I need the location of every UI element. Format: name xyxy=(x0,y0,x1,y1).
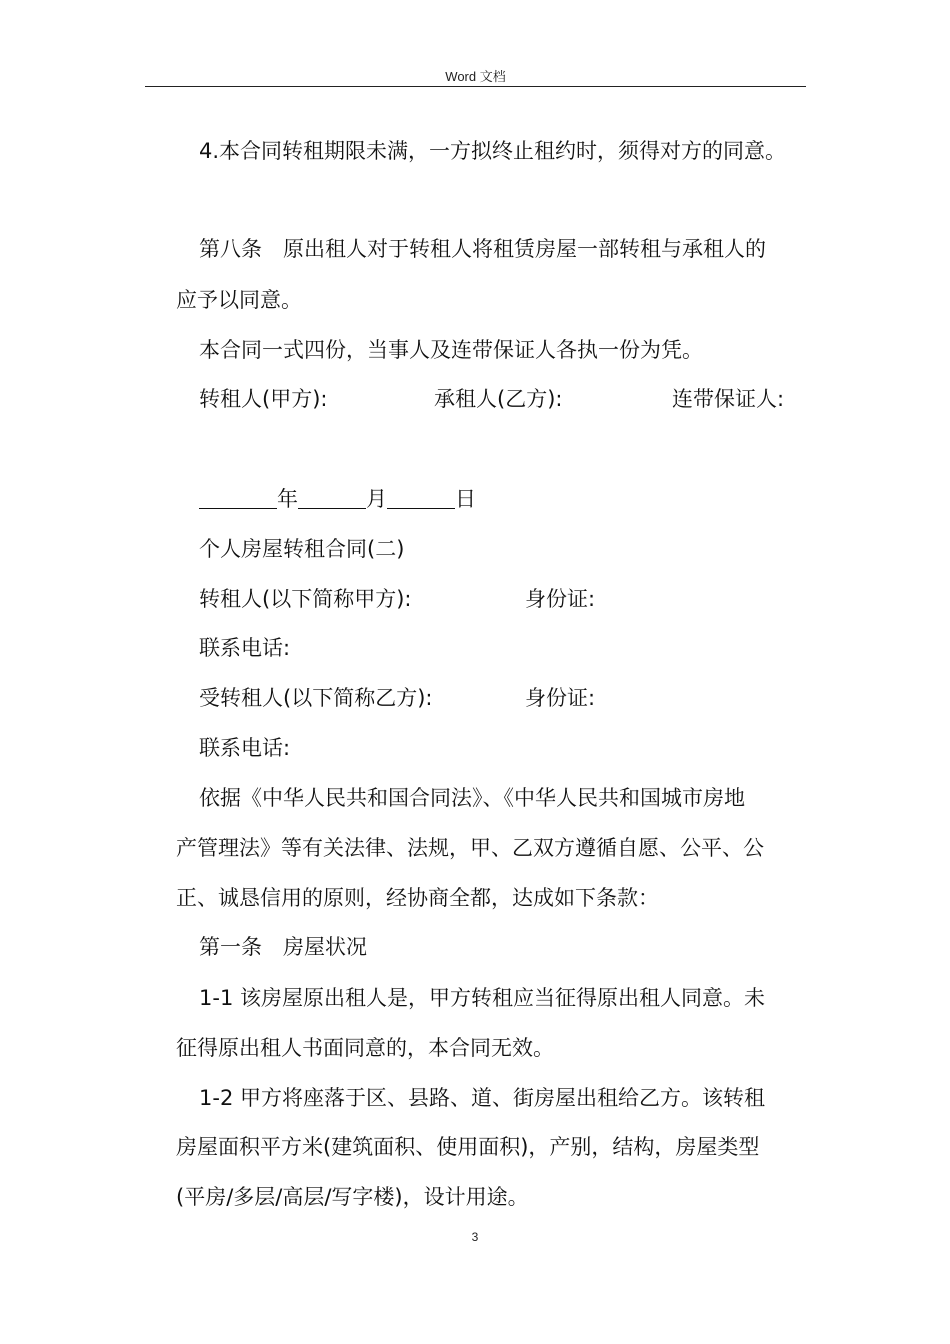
year-blank xyxy=(199,486,277,509)
sublessor-signature-label: 转租人(甲方): xyxy=(199,387,328,411)
legal-basis-line-3: 正、诚恳信用的原则，经协商全都，达成如下条款： xyxy=(176,886,659,910)
party-a-row xyxy=(176,584,816,614)
article-8-line-2: 应予以同意。 xyxy=(176,288,302,312)
date-line xyxy=(199,484,476,514)
clause-1-1-line-1: 1-1 该房屋原出租人是，甲方转租应当征得原出租人同意。未 xyxy=(199,986,765,1010)
legal-basis-line-2: 产管理法》等有关法律、法规，甲、乙双方遵循自愿、公平、公 xyxy=(176,836,764,860)
party-a-phone-label: 联系电话: xyxy=(199,636,291,660)
guarantor-signature-label: 连带保证人: xyxy=(672,387,785,411)
page-number: 3 xyxy=(471,1230,479,1244)
header-divider xyxy=(145,86,806,87)
legal-basis-line-1: 依据《中华人民共和国合同法》、《中华人民共和国城市房地 xyxy=(199,786,745,810)
clause-1-2-line-2: 房屋面积平方米(建筑面积、使用面积)，产别，结构，房屋类型 xyxy=(176,1135,760,1159)
party-b-phone-label: 联系电话: xyxy=(199,736,291,760)
contract-title: 个人房屋转租合同(二) xyxy=(199,537,405,561)
party-a-id-label: 身份证: xyxy=(525,587,596,611)
party-b-id-label: 身份证: xyxy=(525,686,596,710)
year-label: 年 xyxy=(277,487,298,511)
clause-1-1-line-2: 征得原出租人书面同意的，本合同无效。 xyxy=(176,1036,554,1060)
article-1-heading: 第一条 房屋状况 xyxy=(199,935,367,959)
clause-1-2-line-1: 1-2 甲方将座落于区、县路、道、街房屋出租给乙方。该转租 xyxy=(199,1086,765,1110)
day-label: 日 xyxy=(455,487,476,511)
day-blank xyxy=(387,486,455,509)
page-header: Word 文档 xyxy=(445,69,506,84)
party-b-label: 受转租人(以下简称乙方): xyxy=(199,686,433,710)
party-a-label: 转租人(以下简称甲方): xyxy=(199,587,412,611)
month-label: 月 xyxy=(366,487,387,511)
party-b-row xyxy=(176,683,816,713)
month-blank xyxy=(298,486,366,509)
article-8-line-1: 第八条 原出租人对于转租人将租赁房屋一部转租与承租人的 xyxy=(199,237,766,261)
lessee-signature-label: 承租人(乙方): xyxy=(434,387,563,411)
clause-1-2-line-3: (平房/多层/高层/写字楼)，设计用途。 xyxy=(176,1185,529,1209)
paragraph-termination-clause: 4.本合同转租期限未满，一方拟终止租约时，须得对方的同意。 xyxy=(199,139,787,163)
signature-row xyxy=(176,384,816,414)
copies-clause: 本合同一式四份，当事人及连带保证人各执一份为凭。 xyxy=(199,338,703,362)
